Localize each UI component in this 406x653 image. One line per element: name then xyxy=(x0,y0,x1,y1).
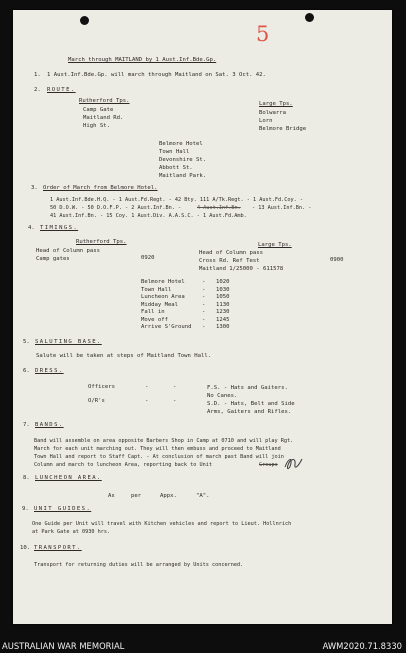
timing-label: Head of Column pass xyxy=(199,250,263,256)
timing-row-label: Belmore Hotel xyxy=(141,279,185,285)
bands-line: March for each unit marching out. They will then embuss and proceed to Maitland xyxy=(34,446,281,452)
route-line: Maitland Rd. xyxy=(83,115,124,121)
document-title: March through MAITLAND by 1 Aust.Inf.Bde.Gp. xyxy=(68,57,217,63)
rutherford-heading: Rutherford Tps. xyxy=(79,98,130,104)
timing-row-time: 1030 xyxy=(216,286,230,293)
luncheon-text: As xyxy=(108,493,115,499)
section-heading: TIMINGS. xyxy=(40,225,79,231)
route-line: Devonshire St. xyxy=(159,157,207,163)
order-line: 1 Aust.Inf.Bde.H.Q. - 1 Aust.Fd.Regt. - 42 Bty. 111 A/Tk.Regt. - 1 Aust.Fd.Coy. - xyxy=(50,197,303,203)
route-line: Belmore Hotel xyxy=(159,141,203,147)
section-1-text: 1 Aust.Inf.Bde.Gp. will march through Maitland on Sat. 3 Oct. 42. xyxy=(47,72,266,78)
section-heading: ROUTE. xyxy=(47,87,76,93)
section-number: 3. xyxy=(31,185,38,191)
route-line: Belmore Bridge xyxy=(259,126,307,132)
bands-line: Band will assemble on area opposite Barbers Shop in Camp at 0710 and will play Rgt. xyxy=(34,438,294,444)
section-number: 5. xyxy=(23,339,30,345)
section-heading: TRANSPORT. xyxy=(34,545,82,551)
guides-line: One Guide per Unit will travel with Kitchen vehicles and report to Lieut. Hollnrich xyxy=(32,521,292,527)
footer-source: AUSTRALIAN WAR MEMORIAL xyxy=(2,641,125,651)
order-line: - 13 Aust.Inf.Bn. - xyxy=(252,205,312,211)
section-number: 4. xyxy=(28,225,35,231)
section-number: 9. xyxy=(22,506,29,512)
dress-line: F.S. - Hats and Gaiters. xyxy=(207,385,288,391)
route-line: Maitland Park. xyxy=(159,173,207,179)
section-heading: BANDS. xyxy=(35,422,64,428)
officers-label: Officers xyxy=(88,384,115,390)
section-heading: LUNCHEON AREA. xyxy=(35,475,102,481)
dress-dash: - xyxy=(145,398,149,404)
punch-hole xyxy=(305,13,314,22)
timing-label: Camp gates xyxy=(36,256,70,262)
ors-label: O/R's xyxy=(88,398,105,404)
bands-line: Column and march to luncheon Area, reporting back to Unit xyxy=(34,462,213,468)
section-heading: UNIT GUIDES. xyxy=(34,506,92,512)
luncheon-text: per xyxy=(131,493,142,499)
timing-label: Head of Column pass xyxy=(36,248,100,254)
timing-row-label: Midday Meal xyxy=(141,301,179,308)
route-line: High St. xyxy=(83,123,110,129)
timing-row-time: 1020 xyxy=(216,279,230,285)
handwritten-initials xyxy=(282,453,306,473)
section-number: 6. xyxy=(23,368,30,374)
section-number: 10. xyxy=(20,545,31,551)
section-heading: DRESS. xyxy=(35,368,64,374)
timing-row-time: 1245 xyxy=(216,316,230,323)
timing-row-dash: - xyxy=(202,294,206,300)
section-number: 7. xyxy=(23,422,30,428)
section-number: 1. xyxy=(34,72,41,78)
section-number: 8. xyxy=(23,475,30,481)
timing-row-dash: - xyxy=(202,286,206,293)
timing-label: Maitland 1/25000 - 611578 xyxy=(199,266,284,272)
timing-row-label: Move off xyxy=(141,316,168,323)
timing-row-dash: - xyxy=(202,309,206,315)
route-line: Bolwarra xyxy=(259,110,286,116)
dress-dash: - xyxy=(173,384,177,390)
route-line: Lorn xyxy=(259,118,273,124)
dress-line: Arms, Gaiters and Rifles. xyxy=(207,409,292,415)
large-heading: Large Tps. xyxy=(259,101,293,107)
timing-row-time: 1300 xyxy=(216,324,230,330)
section-heading: Order of March from Belmore Hotel. xyxy=(43,185,158,191)
punch-hole xyxy=(80,16,89,25)
section-heading: SALUTING BASE. xyxy=(35,339,102,345)
timing-row-dash: - xyxy=(202,279,206,285)
dress-dash: - xyxy=(145,384,149,390)
route-line: Abbott St. xyxy=(159,165,193,171)
timing-row-label: Luncheon Area xyxy=(141,294,185,300)
timing-row-time: 1230 xyxy=(216,309,230,315)
transport-text: Transport for returning duties will be arranged by Units concerned. xyxy=(34,562,244,568)
timing-row-time: 1050 xyxy=(216,294,230,300)
section-5-text: Salute will be taken at steps of Maitland Town Hall. xyxy=(36,353,212,359)
timing-row-dash: - xyxy=(202,316,206,323)
route-line: Camp Gate xyxy=(83,107,114,113)
dress-line: No Canes. xyxy=(207,393,238,399)
dress-line: S.D. - Hats, Belt and Side xyxy=(207,401,295,407)
timing-row-label: Town Hall xyxy=(141,286,172,293)
timing-row-dash: - xyxy=(202,301,206,308)
luncheon-text: "A". xyxy=(196,493,210,499)
timing-time: 0920 xyxy=(141,255,155,261)
timing-row-label: Arrive S'Ground xyxy=(141,324,192,330)
timing-row-dash: - xyxy=(202,324,206,330)
luncheon-text: Appx. xyxy=(160,493,177,499)
timing-time: 0900 xyxy=(330,257,344,263)
timing-row-time: 1130 xyxy=(216,301,230,308)
footer-accession: AWM2020.71.8330 xyxy=(322,641,402,651)
struck-word: Groups xyxy=(259,462,278,468)
route-line: Town Hall xyxy=(159,149,190,155)
order-line: 41 Aust.Inf.Bn. - 15 Coy. 1 Aust.Div. A.A.S.C. - 1 Aust.Fd.Amb. xyxy=(50,213,247,219)
page-number: 5 xyxy=(256,22,270,46)
section-number: 2. xyxy=(34,87,41,93)
dress-dash: - xyxy=(173,398,177,404)
rutherford-heading: Rutherford Tps. xyxy=(76,239,127,245)
timing-label: Cross Rd. Ref Test xyxy=(199,258,260,264)
large-heading: Large Tps. xyxy=(258,242,292,248)
struck-unit: 4 Aust.Inf.Bn. xyxy=(197,205,241,211)
bands-line: Town Hall and report to Staff Capt. - At conclusion of march past Band will join xyxy=(34,454,284,460)
timing-row-label: Fall in xyxy=(141,309,165,315)
guides-line: at Park Gate at 0930 hrs. xyxy=(32,529,111,535)
order-line: 50 D.O.W. - 50 D.O.F.P. - 2 Aust.Inf.Bn. - xyxy=(50,205,182,211)
